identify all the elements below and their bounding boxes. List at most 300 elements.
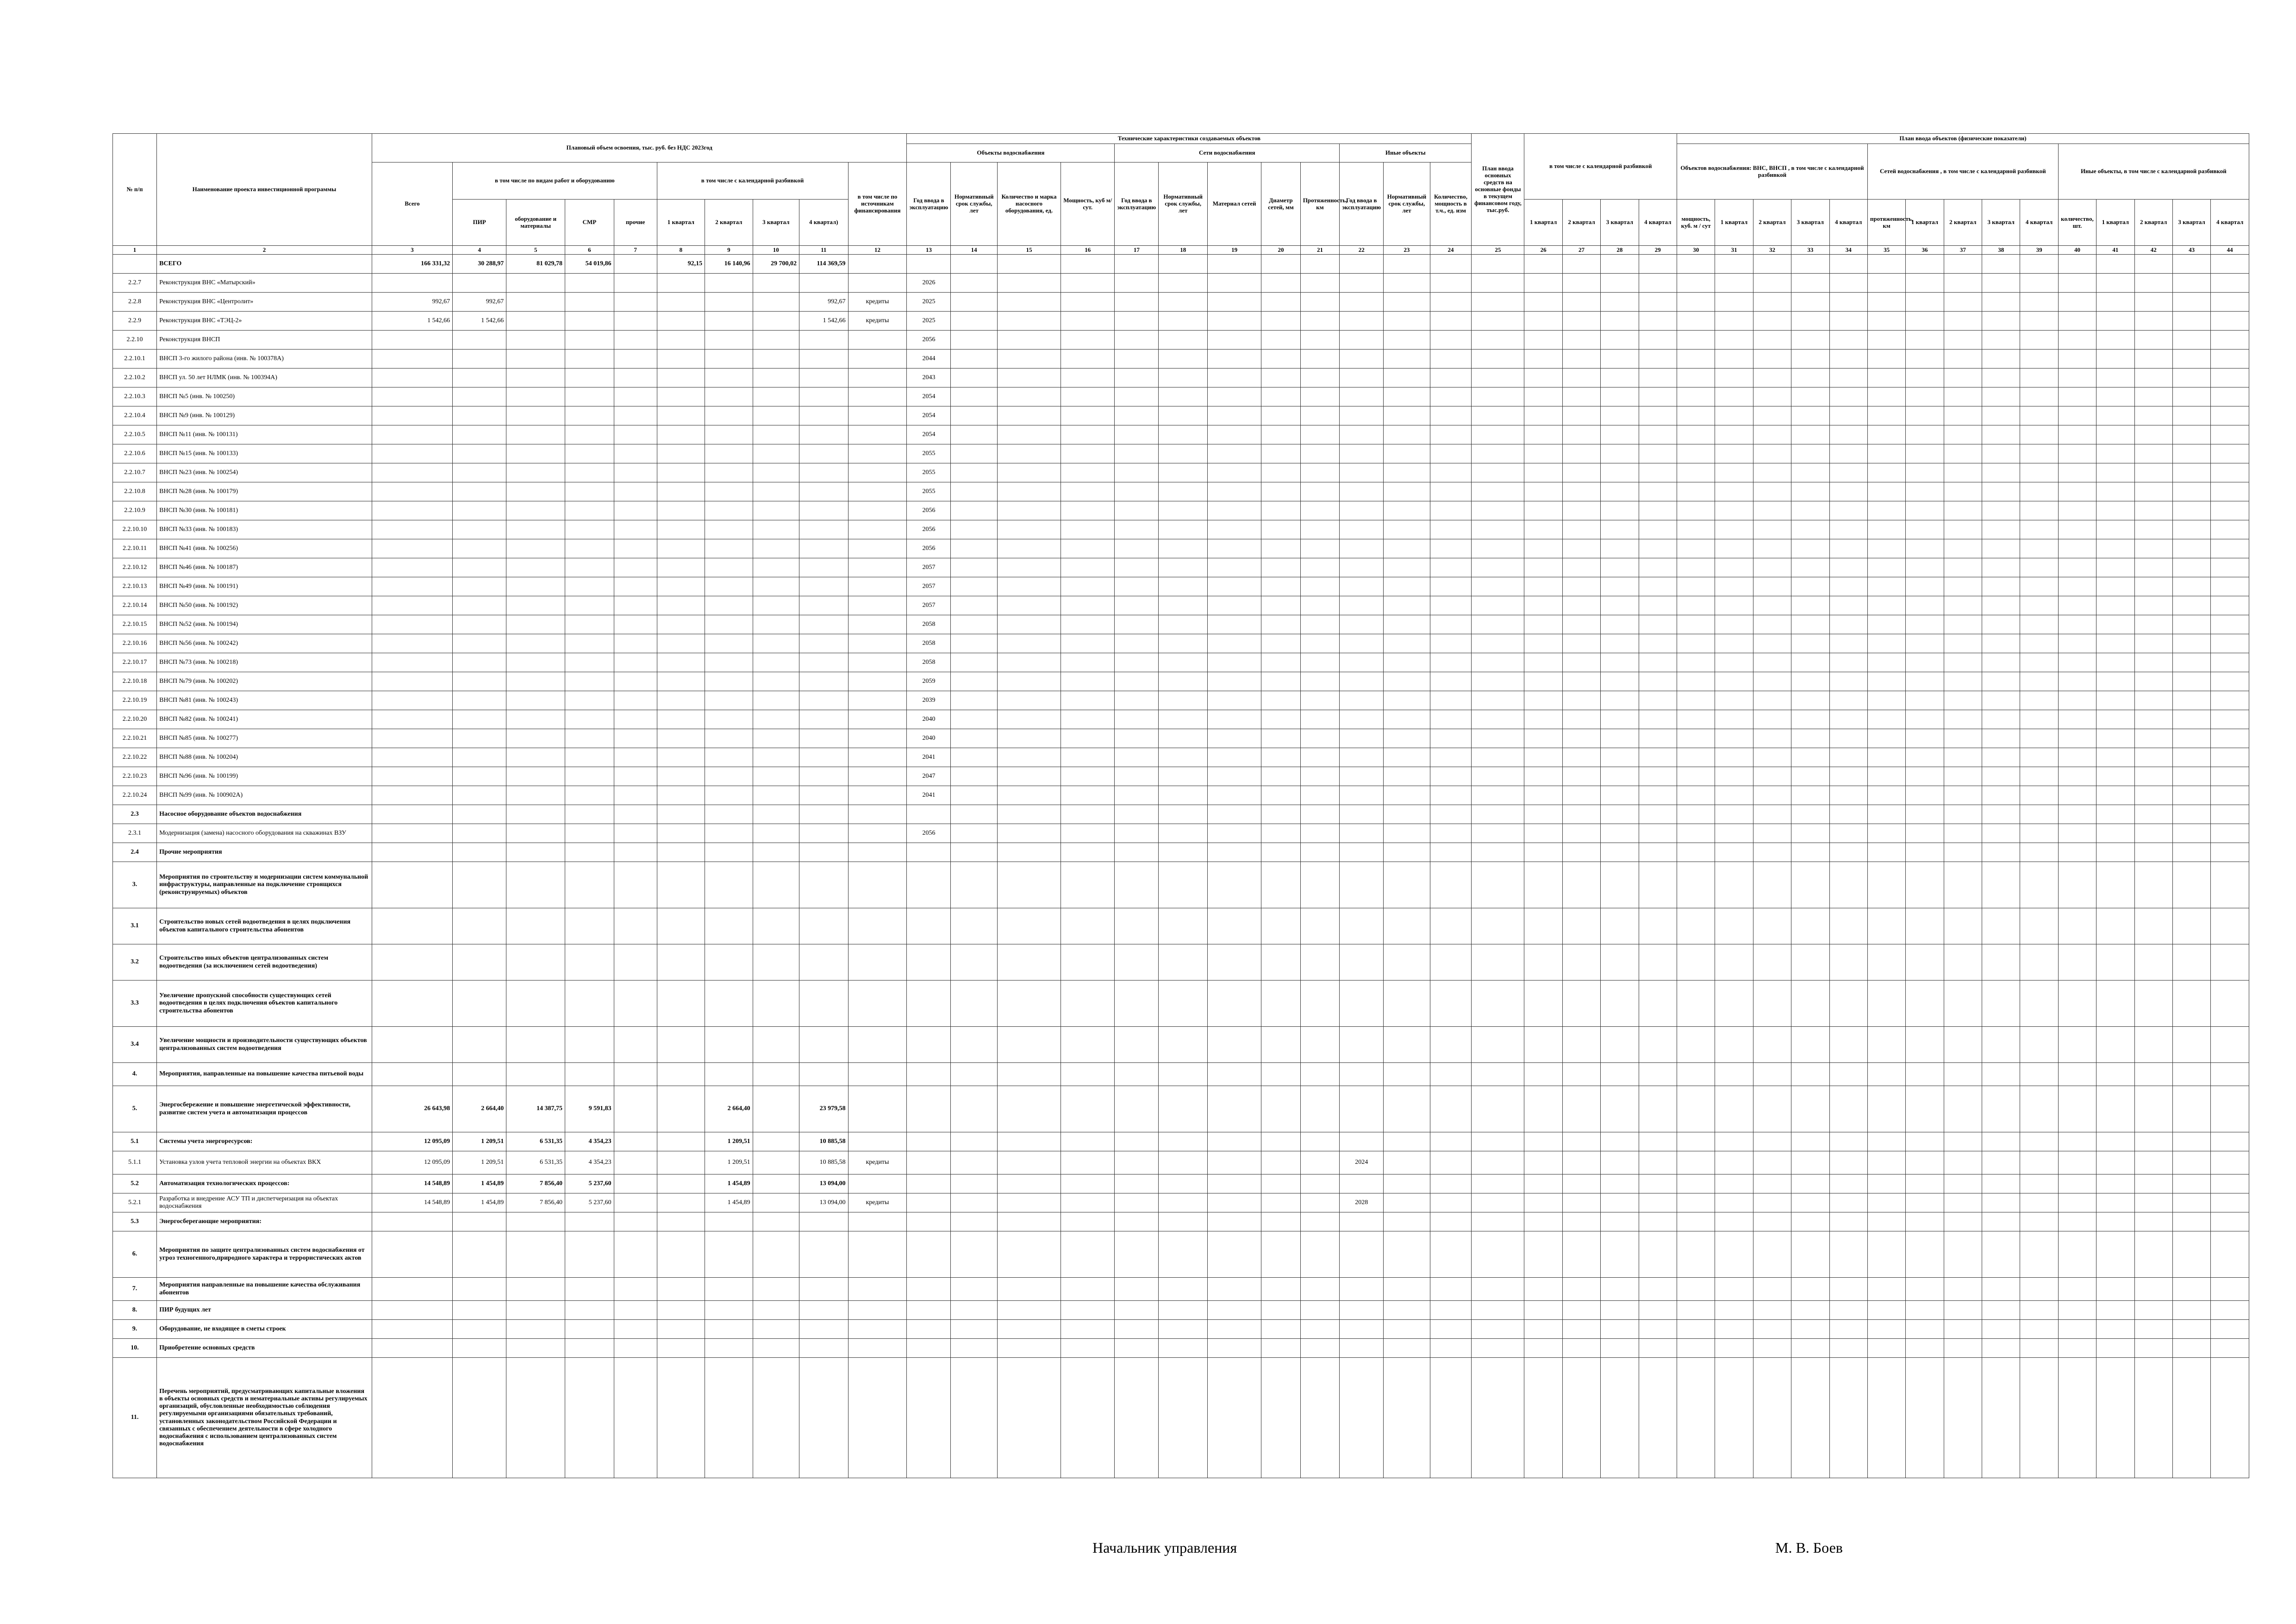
row-cell-col-40 — [2058, 1301, 2096, 1320]
row-cell-col-34 — [1829, 501, 1867, 520]
row-cell-col-23 — [1384, 1174, 1430, 1193]
row-other — [614, 255, 657, 274]
row-cell-col-23 — [1384, 615, 1430, 634]
incl-calendar-header: в том числе с календарной разбивкой — [1524, 134, 1677, 200]
row-cell-col-38 — [1982, 908, 2020, 944]
row-cell-col-39 — [2020, 1132, 2058, 1151]
table-row — [113, 805, 2249, 824]
row-pir — [453, 520, 506, 539]
row-cell-col-42 — [2134, 908, 2172, 944]
row-cell-col-15 — [997, 1151, 1061, 1174]
column-index-cell: 27 — [1562, 246, 1600, 255]
column-index-cell: 5 — [506, 246, 565, 255]
row-cell-col-20 — [1261, 767, 1301, 786]
row-cell-col-37 — [1944, 1212, 1982, 1231]
row-cell-col-39 — [2020, 255, 2058, 274]
column-index-cell: 33 — [1791, 246, 1829, 255]
table-row — [113, 1174, 2249, 1193]
row-cell-col-41 — [2096, 1358, 2134, 1478]
table-row — [113, 672, 2249, 691]
row-other — [614, 843, 657, 862]
row-cell-col-17 — [1115, 406, 1159, 425]
row-cell-col-25 — [1472, 558, 1524, 577]
row-cell-col-22 — [1340, 1132, 1384, 1151]
row-cell-col-44 — [2211, 463, 2249, 482]
row-cell-col-33 — [1791, 312, 1829, 331]
row-cell-col-18 — [1159, 1132, 1208, 1151]
row-cell-col-32 — [1753, 350, 1791, 369]
row-name: ВНСП 3-го жилого района (инв. № 100378А) — [157, 350, 372, 369]
row-cell-col-25 — [1472, 1278, 1524, 1301]
row-total — [372, 1320, 452, 1339]
row-cell-col-41 — [2096, 350, 2134, 369]
row-code: 5.2.1 — [113, 1193, 157, 1212]
row-cell-col-17 — [1115, 350, 1159, 369]
row-cell-col-29 — [1639, 369, 1677, 387]
row-cell-col-39 — [2020, 653, 2058, 672]
row-year: 2041 — [907, 748, 951, 767]
row-cell-col-35 — [1867, 406, 1905, 425]
row-year: 2025 — [907, 312, 951, 331]
row-cell-col-43 — [2172, 748, 2210, 767]
row-cell-col-40 — [2058, 981, 2096, 1027]
row-cell-col-41 — [2096, 634, 2134, 653]
row-cell-col-32 — [1753, 634, 1791, 653]
row-code: 2.3 — [113, 805, 157, 824]
row-cell-col-25 — [1472, 862, 1524, 908]
row-cell-col-25 — [1472, 1086, 1524, 1132]
row-cell-col-31 — [1715, 255, 1753, 274]
row-cell-col-29 — [1639, 1301, 1677, 1320]
row-cell-col-42 — [2134, 1027, 2172, 1063]
row-cell-col-22 — [1340, 425, 1384, 444]
row-cell-col-34 — [1829, 350, 1867, 369]
row-code: 5. — [113, 1086, 157, 1132]
row-cell-col-43 — [2172, 944, 2210, 981]
row-cell-col-14 — [951, 786, 997, 805]
row-smr — [565, 501, 614, 520]
investment-program-table — [112, 133, 2249, 1478]
row-cell-col-23 — [1384, 1231, 1430, 1278]
row-cell-col-22 — [1340, 615, 1384, 634]
row-cell-col-29 — [1639, 1339, 1677, 1358]
column-index-cell: 42 — [2134, 246, 2172, 255]
row-other — [614, 1231, 657, 1278]
row-name: ВНСП №96 (инв. № 100199) — [157, 767, 372, 786]
row-cell-col-24 — [1430, 1320, 1472, 1339]
row-cell-col-37 — [1944, 615, 1982, 634]
row-smr — [565, 672, 614, 691]
row-cell-col-31 — [1715, 767, 1753, 786]
table-row — [113, 748, 2249, 767]
row-cell-col-20 — [1261, 862, 1301, 908]
row-cell-col-36 — [1906, 1358, 1944, 1478]
row-year: 2047 — [907, 767, 951, 786]
row-cell-col-37 — [1944, 1151, 1982, 1174]
row-cell-col-35 — [1867, 981, 1905, 1027]
row-q2 — [705, 520, 753, 539]
row-cell-col-14 — [951, 255, 997, 274]
row-cell-col-31 — [1715, 387, 1753, 406]
row-pir — [453, 748, 506, 767]
row-total — [372, 786, 452, 805]
row-code: 2.2.10.24 — [113, 786, 157, 805]
row-cell-col-14 — [951, 482, 997, 501]
row-cell-col-34 — [1829, 387, 1867, 406]
row-source — [848, 577, 907, 596]
row-cell-col-35 — [1867, 1301, 1905, 1320]
row-cell-col-37 — [1944, 843, 1982, 862]
row-cell-col-19 — [1208, 672, 1261, 691]
row-q2 — [705, 1320, 753, 1339]
row-cell-col-43 — [2172, 369, 2210, 387]
row-cell-col-19 — [1208, 1320, 1261, 1339]
row-cell-col-20 — [1261, 615, 1301, 634]
row-cell-col-43 — [2172, 634, 2210, 653]
row-pir — [453, 1027, 506, 1063]
row-cell-col-21 — [1300, 1151, 1340, 1174]
row-cell-col-16 — [1061, 1174, 1115, 1193]
row-cell-col-16 — [1061, 634, 1115, 653]
row-cell-col-39 — [2020, 1063, 2058, 1086]
row-name: ВНСП №11 (инв. № 100131) — [157, 425, 372, 444]
row-equipment — [506, 691, 565, 710]
row-cell-col-25 — [1472, 406, 1524, 425]
row-name: Увеличение пропускной способности существующих сетей водоотведения в целях подключения объектов капитального строительства абонентов — [157, 981, 372, 1027]
row-cell-col-19 — [1208, 331, 1261, 350]
row-cell-col-40 — [2058, 710, 2096, 729]
row-cell-col-27 — [1562, 786, 1600, 805]
row-cell-col-19 — [1208, 944, 1261, 981]
row-year — [907, 1278, 951, 1301]
row-cell-col-42 — [2134, 293, 2172, 312]
row-cell-col-35 — [1867, 653, 1905, 672]
row-cell-col-23 — [1384, 255, 1430, 274]
row-other — [614, 748, 657, 767]
row-cell-col-40 — [2058, 577, 2096, 596]
column-index-cell: 2 — [157, 246, 372, 255]
row-cell-col-30 — [1677, 653, 1715, 672]
row-year — [907, 862, 951, 908]
row-cell-col-21 — [1300, 653, 1340, 672]
row-cell-col-39 — [2020, 1151, 2058, 1174]
row-cell-col-21 — [1300, 577, 1340, 596]
row-cell-col-29 — [1639, 634, 1677, 653]
row-cell-col-33 — [1791, 293, 1829, 312]
row-cell-col-34 — [1829, 274, 1867, 293]
row-cell-col-29 — [1639, 444, 1677, 463]
row-cell-col-38 — [1982, 981, 2020, 1027]
row-cell-col-44 — [2211, 312, 2249, 331]
row-cell-col-42 — [2134, 944, 2172, 981]
row-cell-col-23 — [1384, 596, 1430, 615]
row-cell-col-38 — [1982, 944, 2020, 981]
row-pir — [453, 653, 506, 672]
row-cell-col-32 — [1753, 1320, 1791, 1339]
row-q3 — [753, 387, 799, 406]
footer-position: Начальник управления — [1092, 1539, 1237, 1556]
row-q3 — [753, 1027, 799, 1063]
row-cell-col-23 — [1384, 463, 1430, 482]
row-equipment — [506, 520, 565, 539]
equipment-header: оборудование и материалы — [506, 200, 565, 246]
row-cell-col-17 — [1115, 1339, 1159, 1358]
row-cell-col-44 — [2211, 1086, 2249, 1132]
row-equipment — [506, 824, 565, 843]
row-smr — [565, 577, 614, 596]
table-row — [113, 350, 2249, 369]
row-cell-col-16 — [1061, 710, 1115, 729]
row-q2 — [705, 1027, 753, 1063]
row-cell-col-21 — [1300, 406, 1340, 425]
row-q2 — [705, 596, 753, 615]
row-code: 2.2.10.16 — [113, 634, 157, 653]
row-cell-col-29 — [1639, 748, 1677, 767]
row-cell-col-44 — [2211, 1231, 2249, 1278]
row-cell-col-23 — [1384, 406, 1430, 425]
row-name: Мероприятия, направленные на повышение качества питьевой воды — [157, 1063, 372, 1086]
row-cell-col-14 — [951, 596, 997, 615]
row-cell-col-40 — [2058, 501, 2096, 520]
row-cell-col-15 — [997, 350, 1061, 369]
row-equipment — [506, 331, 565, 350]
row-equipment — [506, 862, 565, 908]
row-cell-col-16 — [1061, 463, 1115, 482]
row-cell-col-27 — [1562, 748, 1600, 767]
row-cell-col-33 — [1791, 634, 1829, 653]
row-smr — [565, 634, 614, 653]
row-cell-col-33 — [1791, 444, 1829, 463]
row-code: 2.2.10.18 — [113, 672, 157, 691]
row-year: 2057 — [907, 577, 951, 596]
row-cell-col-21 — [1300, 786, 1340, 805]
row-cell-col-42 — [2134, 824, 2172, 843]
row-cell-col-36 — [1906, 369, 1944, 387]
row-cell-col-34 — [1829, 1339, 1867, 1358]
row-cell-col-21 — [1300, 767, 1340, 786]
column-index-cell: 13 — [907, 246, 951, 255]
table-row — [113, 312, 2249, 331]
row-cell-col-33 — [1791, 908, 1829, 944]
row-smr — [565, 824, 614, 843]
row-cell-col-18 — [1159, 1193, 1208, 1212]
row-cell-col-18 — [1159, 843, 1208, 862]
row-cell-col-21 — [1300, 369, 1340, 387]
row-cell-col-15 — [997, 406, 1061, 425]
row-cell-col-31 — [1715, 786, 1753, 805]
row-cell-col-18 — [1159, 520, 1208, 539]
row-q2: 1 454,89 — [705, 1193, 753, 1212]
row-cell-col-15 — [997, 577, 1061, 596]
row-pir — [453, 1231, 506, 1278]
row-q2 — [705, 824, 753, 843]
row-cell-col-33 — [1791, 843, 1829, 862]
row-cell-col-26 — [1524, 482, 1562, 501]
row-cell-col-20 — [1261, 824, 1301, 843]
row-pir — [453, 501, 506, 520]
row-cell-col-44 — [2211, 653, 2249, 672]
row-equipment — [506, 406, 565, 425]
row-pir — [453, 908, 506, 944]
row-cell-col-37 — [1944, 1339, 1982, 1358]
row-cell-col-39 — [2020, 824, 2058, 843]
row-cell-col-29 — [1639, 463, 1677, 482]
row-cell-col-43 — [2172, 463, 2210, 482]
row-cell-col-20 — [1261, 944, 1301, 981]
row-cell-col-23 — [1384, 824, 1430, 843]
row-cell-col-16 — [1061, 824, 1115, 843]
row-cell-col-30 — [1677, 1193, 1715, 1212]
row-pir — [453, 944, 506, 981]
row-cell-col-33 — [1791, 274, 1829, 293]
row-q2: 16 140,96 — [705, 255, 753, 274]
row-total — [372, 1063, 452, 1086]
row-cell-col-29 — [1639, 615, 1677, 634]
row-cell-col-38 — [1982, 767, 2020, 786]
row-code: 2.4 — [113, 843, 157, 862]
row-cell-col-21 — [1300, 843, 1340, 862]
row-cell-col-25 — [1472, 1231, 1524, 1278]
row-cell-col-19 — [1208, 1151, 1261, 1174]
row-cell-col-21 — [1300, 1301, 1340, 1320]
column-index-cell: 32 — [1753, 246, 1791, 255]
row-source — [848, 672, 907, 691]
row-cell-col-30 — [1677, 350, 1715, 369]
row-q1 — [657, 293, 705, 312]
row-cell-col-37 — [1944, 274, 1982, 293]
by-source-header: в том числе по источникам финансирования — [848, 162, 907, 246]
row-cell-col-44 — [2211, 1132, 2249, 1151]
row-cell-col-14 — [951, 1063, 997, 1086]
row-cell-col-21 — [1300, 312, 1340, 331]
row-cell-col-23 — [1384, 577, 1430, 596]
row-source — [848, 1174, 907, 1193]
row-cell-col-35 — [1867, 748, 1905, 767]
row-cell-col-30 — [1677, 406, 1715, 425]
row-cell-col-14 — [951, 1231, 997, 1278]
row-cell-col-21 — [1300, 1193, 1340, 1212]
row-cell-col-21 — [1300, 1278, 1340, 1301]
row-source — [848, 520, 907, 539]
row-cell-col-24 — [1430, 1278, 1472, 1301]
row-q4 — [799, 862, 848, 908]
row-cell-col-29 — [1639, 387, 1677, 406]
row-cell-col-25 — [1472, 729, 1524, 748]
row-cell-col-31 — [1715, 520, 1753, 539]
row-cell-col-41 — [2096, 862, 2134, 908]
row-cell-col-14 — [951, 1301, 997, 1320]
row-name: Увеличение мощности и производительности существующих объектов централизованных систем водоотведения — [157, 1027, 372, 1063]
row-cell-col-26 — [1524, 1231, 1562, 1278]
row-cell-col-26 — [1524, 615, 1562, 634]
row-cell-col-36 — [1906, 805, 1944, 824]
row-cell-col-36 — [1906, 748, 1944, 767]
row-cell-col-28 — [1601, 1358, 1639, 1478]
row-cell-col-25 — [1472, 1132, 1524, 1151]
row-cell-col-35 — [1867, 944, 1905, 981]
row-q3 — [753, 805, 799, 824]
row-q2 — [705, 350, 753, 369]
row-cell-col-42 — [2134, 406, 2172, 425]
row-q3 — [753, 1132, 799, 1151]
row-other — [614, 729, 657, 748]
row-smr — [565, 331, 614, 350]
row-cell-col-17 — [1115, 908, 1159, 944]
row-cell-col-15 — [997, 1231, 1061, 1278]
row-cell-col-41 — [2096, 596, 2134, 615]
table-row — [113, 1231, 2249, 1278]
row-cell-col-30 — [1677, 1320, 1715, 1339]
row-cell-col-41 — [2096, 691, 2134, 710]
row-source — [848, 596, 907, 615]
row-cell-col-18 — [1159, 1174, 1208, 1193]
row-cell-col-34 — [1829, 520, 1867, 539]
row-cell-col-17 — [1115, 369, 1159, 387]
row-cell-col-32 — [1753, 1132, 1791, 1151]
row-cell-col-33 — [1791, 1174, 1829, 1193]
row-cell-col-28 — [1601, 369, 1639, 387]
row-cell-col-16 — [1061, 255, 1115, 274]
row-cell-col-43 — [2172, 1231, 2210, 1278]
row-cell-col-28 — [1601, 653, 1639, 672]
row-cell-col-21 — [1300, 463, 1340, 482]
row-cell-col-34 — [1829, 653, 1867, 672]
row-cell-col-22 — [1340, 293, 1384, 312]
row-cell-col-33 — [1791, 539, 1829, 558]
row-cell-col-23 — [1384, 634, 1430, 653]
row-cell-col-25 — [1472, 1339, 1524, 1358]
row-cell-col-43 — [2172, 1301, 2210, 1320]
row-cell-col-16 — [1061, 482, 1115, 501]
row-cell-col-20 — [1261, 1212, 1301, 1231]
row-q3 — [753, 312, 799, 331]
row-cell-col-23 — [1384, 843, 1430, 862]
row-q1 — [657, 406, 705, 425]
row-cell-col-28 — [1601, 293, 1639, 312]
row-cell-col-22 — [1340, 312, 1384, 331]
row-cell-col-19 — [1208, 501, 1261, 520]
row-cell-col-31 — [1715, 615, 1753, 634]
row-cell-col-42 — [2134, 520, 2172, 539]
row-cell-col-24 — [1430, 444, 1472, 463]
row-cell-col-20 — [1261, 293, 1301, 312]
row-code: 8. — [113, 1301, 157, 1320]
row-cell-col-42 — [2134, 369, 2172, 387]
row-cell-col-23 — [1384, 350, 1430, 369]
row-cell-col-42 — [2134, 577, 2172, 596]
row-cell-col-38 — [1982, 425, 2020, 444]
row-cell-col-34 — [1829, 596, 1867, 615]
row-other — [614, 406, 657, 425]
row-cell-col-33 — [1791, 1301, 1829, 1320]
row-cell-col-26 — [1524, 293, 1562, 312]
row-cell-col-24 — [1430, 862, 1472, 908]
row-pir: 1 454,89 — [453, 1193, 506, 1212]
row-cell-col-15 — [997, 387, 1061, 406]
row-cell-col-41 — [2096, 843, 2134, 862]
row-equipment — [506, 350, 565, 369]
row-cell-col-17 — [1115, 1174, 1159, 1193]
row-q4: 10 885,58 — [799, 1132, 848, 1151]
row-cell-col-17 — [1115, 634, 1159, 653]
row-equipment — [506, 908, 565, 944]
row-code: 2.2.9 — [113, 312, 157, 331]
row-q2 — [705, 786, 753, 805]
row-cell-col-42 — [2134, 539, 2172, 558]
row-cell-col-26 — [1524, 1063, 1562, 1086]
column-index-cell: 37 — [1944, 246, 1982, 255]
row-cell-col-16 — [1061, 691, 1115, 710]
